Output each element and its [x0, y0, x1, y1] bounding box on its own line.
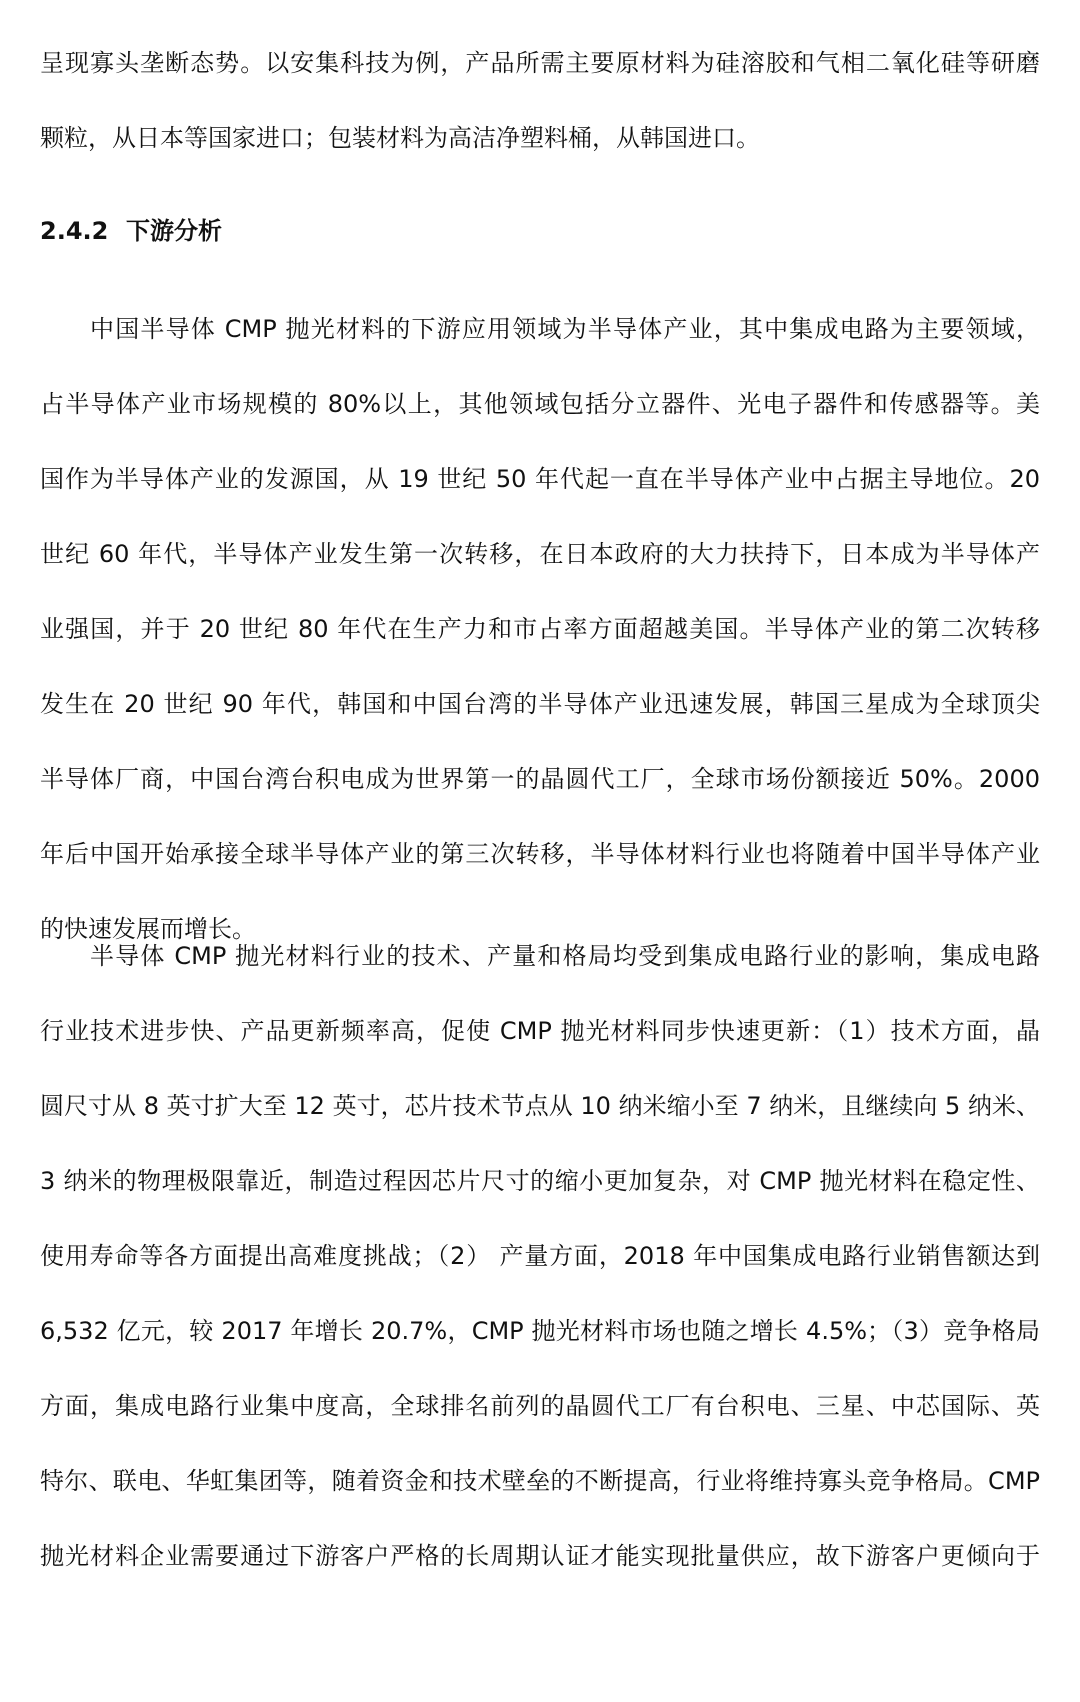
text-line: 的快速发展而增长。 — [40, 915, 256, 943]
text-line: 发生在 20 世纪 90 年代，韩国和中国台湾的半导体产业迅速发展，韩国三星成为全球顶尖 — [40, 690, 1040, 718]
fragment-paragraph — [40, 26, 1040, 176]
section-heading — [40, 194, 222, 269]
text-line: 颗粒，从日本等国家进口；包装材料为高洁净塑料桶，从韩国进口。 — [40, 124, 760, 152]
text-line: 呈现寡头垄断态势。以安集科技为例，产品所需主要原材料为硅溶胶和气相二氧化硅等研磨 — [40, 49, 1040, 77]
text-line: 世纪 60 年代，半导体产业发生第一次转移，在日本政府的大力扶持下，日本成为半导体产 — [40, 540, 1040, 568]
text-line: 业强国，并于 20 世纪 80 年代在生产力和市占率方面超越美国。半导体产业的第二次转移 — [40, 615, 1040, 643]
text-line: 行业技术进步快、产品更新频率高，促使 CMP 抛光材料同步快速更新：（1）技术方面，晶 — [40, 1017, 1040, 1045]
text-line: 占半导体产业市场规模的 80%以上，其他领域包括分立器件、光电子器件和传感器等。美 — [40, 390, 1040, 418]
section-number: 2.4.2 — [40, 217, 109, 245]
text-line: 圆尺寸从 8 英寸扩大至 12 英寸，芯片技术节点从 10 纳米缩小至 7 纳米，且继续向 5 纳米、 — [40, 1092, 1040, 1120]
text-line: 方面，集成电路行业集中度高，全球排名前列的晶圆代工厂有台积电、三星、中芯国际、英 — [40, 1392, 1040, 1420]
body-paragraph — [40, 919, 1040, 1594]
text-line: 抛光材料企业需要通过下游客户严格的长周期认证才能实现批量供应，故下游客户更倾向于 — [40, 1542, 1040, 1570]
text-line: 年后中国开始承接全球半导体产业的第三次转移，半导体材料行业也将随着中国半导体产业 — [40, 840, 1040, 868]
text-line: 国作为半导体产业的发源国，从 19 世纪 50 年代起一直在半导体产业中占据主导地位。20 — [40, 465, 1040, 493]
section-title: 下游分析 — [126, 217, 222, 245]
text-line: 使用寿命等各方面提出高难度挑战；（2） 产量方面，2018 年中国集成电路行业销售额达到 — [40, 1242, 1040, 1270]
text-line: 半导体厂商，中国台湾台积电成为世界第一的晶圆代工厂，全球市场份额接近 50%。2000 — [40, 765, 1040, 793]
text-line: 3 纳米的物理极限靠近，制造过程因芯片尺寸的缩小更加复杂，对 CMP 抛光材料在稳定性、 — [40, 1167, 1040, 1195]
text-line: 中国半导体 CMP 抛光材料的下游应用领域为半导体产业，其中集成电路为主要领域， — [90, 315, 1040, 343]
text-line: 半导体 CMP 抛光材料行业的技术、产量和格局均受到集成电路行业的影响，集成电路 — [90, 942, 1040, 970]
text-line: 特尔、联电、华虹集团等，随着资金和技术壁垒的不断提高，行业将维持寡头竞争格局。CMP — [40, 1467, 1040, 1495]
text-line: 6,532 亿元，较 2017 年增长 20.7%，CMP 抛光材料市场也随之增长 4.5%；（3）竞争格局 — [40, 1317, 1040, 1345]
body-paragraph — [40, 292, 1040, 967]
